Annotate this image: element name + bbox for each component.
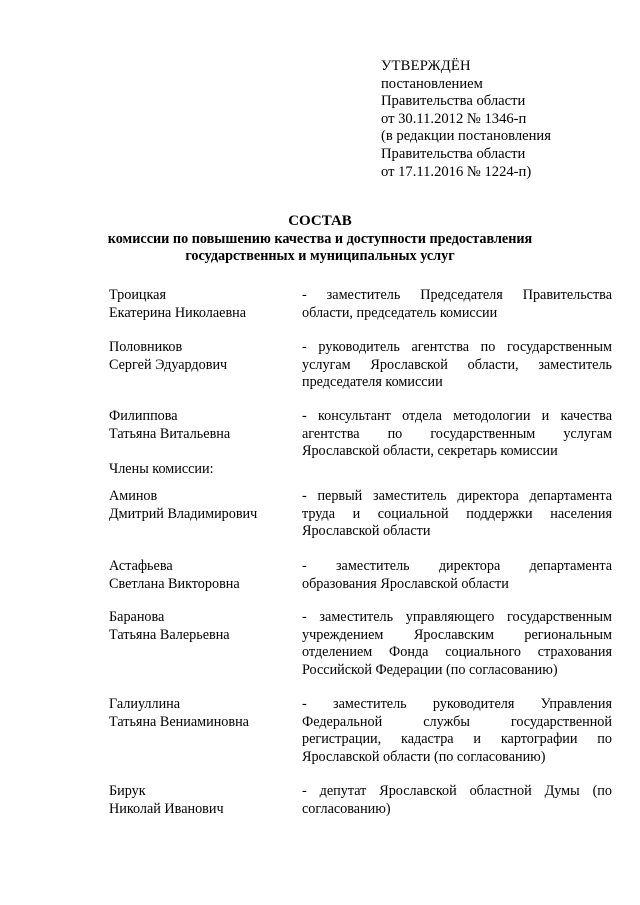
member-name — [109, 287, 294, 322]
member-given-names: Екатерина Николаевна — [109, 304, 247, 321]
approval-line: (в редакции постановления — [381, 128, 551, 145]
member-surname: Бирук — [109, 783, 146, 799]
member-duty: - заместитель управляющего государственным учреждением Ярославским региональным отделением Фонда социального страхования Российской Федерации (по согласованию) — [302, 609, 612, 678]
member-name — [109, 339, 294, 374]
approval-line: постановлением — [381, 75, 483, 92]
member-surname: Аминов — [109, 488, 158, 504]
member-surname: Астафьева — [109, 558, 173, 574]
approval-line: Правительства области — [381, 145, 526, 162]
member-duty: - консультант отдела методологии и качества агентства по государственным услугам Ярославской области, секретарь комиссии — [302, 408, 612, 460]
member-name — [109, 783, 294, 818]
title-subtitle-line: комиссии по повышению качества и доступности предоставления — [107, 230, 533, 247]
member-surname: Половников — [109, 339, 183, 355]
document-title — [40, 213, 600, 266]
member-name — [109, 408, 294, 443]
member-given-names: Светлана Викторовна — [109, 575, 240, 592]
member-given-names: Дмитрий Владимирович — [109, 505, 258, 522]
member-duty: - руководитель агентства по государственным услугам Ярославской области, заместитель председателя комиссии — [302, 339, 612, 391]
member-duty: - заместитель Председателя Правительства области, председатель комиссии — [302, 287, 612, 321]
member-name — [109, 696, 294, 731]
title-subtitle-line: государственных и муниципальных услуг — [185, 248, 455, 265]
approval-line: от 30.11.2012 № 1346-п — [381, 110, 527, 127]
member-name — [109, 488, 294, 523]
member-given-names: Татьяна Вениаминовна — [109, 713, 249, 730]
members-heading: Члены комиссии: — [109, 461, 214, 477]
member-duty: - заместитель руководителя Управления Федеральной службы государственной регистрации, кадастра и картографии по Ярославской области (по согласованию) — [302, 696, 612, 765]
approval-heading: УТВЕРЖДЁН — [381, 58, 471, 74]
approval-line: Правительства области — [381, 93, 526, 110]
member-given-names: Татьяна Витальевна — [109, 425, 231, 442]
member-given-names: Татьяна Валерьевна — [109, 626, 230, 643]
approval-stamp — [381, 58, 621, 181]
member-duty: - заместитель директора департамента образования Ярославской области — [302, 558, 612, 592]
member-surname: Баранова — [109, 609, 165, 625]
title-main: СОСТАВ — [288, 213, 352, 229]
member-surname: Троицкая — [109, 287, 166, 303]
member-given-names: Сергей Эдуардович — [109, 356, 228, 373]
member-given-names: Николай Иванович — [109, 800, 224, 817]
member-name — [109, 558, 294, 593]
member-name — [109, 609, 294, 644]
member-duty: - депутат Ярославской областной Думы (по согласованию) — [302, 783, 612, 817]
member-duty: - первый заместитель директора департамента труда и социальной поддержки населения Ярославской области — [302, 488, 612, 540]
member-surname: Филиппова — [109, 408, 178, 424]
approval-line: от 17.11.2016 № 1224-п) — [381, 163, 532, 180]
member-surname: Галиуллина — [109, 696, 181, 712]
